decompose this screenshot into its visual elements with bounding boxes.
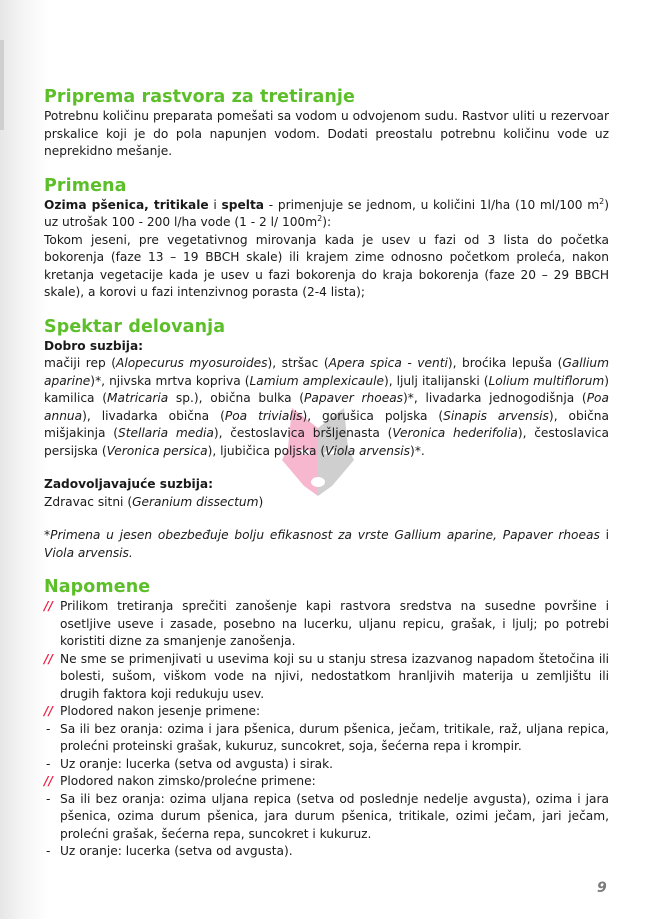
weed-entry: gorušica poljska (Sinapis arvensis) xyxy=(322,408,554,423)
double-slash-bullet-icon: // xyxy=(44,599,53,613)
note-item xyxy=(44,651,609,704)
weed-common-name: čestoslavica bršljenasta xyxy=(230,426,380,440)
note-text: Sa ili bez oranja: ozima uljana repica (setva od poslednje nedelje avgusta), ozima i jara pšenica, ozima durum pšenica, jara durum pšenica, tritikale, ozimi ječam, jari ječam, prolećni grašak, šećerna repa, suncokret i kukuruz. xyxy=(60,791,609,841)
weed-common-name: gorušica poljska xyxy=(322,408,428,423)
weed-entry: mačiji rep (Alopecurus myosuroides) xyxy=(44,356,273,370)
good-control-weeds: mačiji rep (Alopecurus myosuroides), stršac (Apera spica - venti), broćika lepuša (Gallium aparine)*, njivska mrtva kopriva (Lamium amplexicaule), ljulj italijanski (Lolium multiflorum) kamilica (Matricaria sp.), obična bulka (Papaver rhoeas)*, livadarka jednogodišnja (Poa annua), livadarka obična (Poa trivialis), gorušica poljska (Sinapis arvensis), obična mišjakinja (Stellaria media), čestoslavica bršljenasta (Veronica hederifolia), čestoslavica persijska (Veronica persica), ljubičica poljska (Viola arvensis)*. xyxy=(44,356,610,458)
section-primena xyxy=(44,175,609,302)
page-number: 9 xyxy=(597,880,607,896)
weed-entry: kamilica (Matricaria sp.) xyxy=(44,391,199,405)
superscript-2: 2 xyxy=(599,196,605,206)
note-item xyxy=(44,773,609,791)
dash-bullet-icon: - xyxy=(46,791,51,806)
weed-common-name: livadarka obična xyxy=(101,408,210,423)
weed-latin-name: Poa trivialis xyxy=(224,408,303,423)
weed-common-name: njivska mrtva kopriva xyxy=(109,373,241,388)
superscript-2: 2 xyxy=(317,213,323,223)
weed-common-name: livadarka jednogodišnja xyxy=(425,391,575,405)
moderate-weed-common: Zdravac sitni xyxy=(44,494,124,509)
weed-latin-name: Gallium aparine xyxy=(44,356,610,388)
note-text: Uz oranje: lucerka (setva od avgusta) i sirak. xyxy=(60,756,333,771)
note-text: Uz oranje: lucerka (setva od avgusta). xyxy=(60,844,293,858)
weed-entry: livadarka obična (Poa trivialis) xyxy=(101,408,308,423)
moderate-control-weed: Zdravac sitni (Geranium dissectum) xyxy=(44,494,264,509)
weed-latin-name: Stellaria media xyxy=(118,426,214,440)
primena-dose-a: - primenjuje se jednom, u količini 1l/ha (10 ml/100 m xyxy=(264,197,600,212)
dash-bullet-icon: - xyxy=(46,844,51,858)
weed-latin-name: Sinapis arvensis xyxy=(443,408,549,423)
notes-list xyxy=(44,598,609,861)
page-content xyxy=(44,86,609,875)
note-text: Prilikom tretiranja sprečiti zanošenje kapi rastvora sredstva na susedne površine i osetljive useve i zasade, posebno na lucerku, uljanu repicu, grašak, i ljulj; po potrebi koristiti dizne za smanjenje zanošenja. xyxy=(60,599,609,648)
weed-latin-name: Papaver rhoeas xyxy=(304,391,404,405)
footnote-italic: *Primena u jesen obezbeđuje bolju efikasnost za vrste Gallium aparine, Papaver rhoeas xyxy=(44,528,600,542)
weed-suffix: * xyxy=(95,373,102,388)
weed-suffix: * xyxy=(407,391,414,405)
section-title-primena: Primena xyxy=(44,175,127,196)
weed-entry: obična bulka (Papaver rhoeas)* xyxy=(210,391,414,405)
weed-latin-name: Lamium amplexicaule xyxy=(249,373,384,388)
primena-dose xyxy=(44,197,609,232)
priprema-body: Potrebnu količinu preparata pomešati sa vodom u odvojenom sudu. Rastvor uliti u rezervoar prskalice koji je do pola napunjen vodom. Dodati preostalu potrebnu količinu vode uz neprekidno mešanje. xyxy=(44,109,609,158)
weed-common-name: kamilica xyxy=(44,391,95,405)
note-text: Sa ili bez oranja: ozima i jara pšenica, durum pšenica, ječam, tritikale, raž, uljana repica, prolećni proteinski grašak, kukuruz, suncokret, soja, šećerna repa i krompir. xyxy=(60,721,609,753)
weed-latin-name: Viola arvensis xyxy=(325,443,411,458)
weed-entry: čestoslavica persijska (Veronica persica) xyxy=(44,426,609,458)
note-subitem xyxy=(44,721,609,756)
weed-common-name: ljulj italijanski xyxy=(396,373,480,388)
primena-dose-c: ): xyxy=(322,215,332,229)
section-title-napomene: Napomene xyxy=(44,577,151,597)
dash-bullet-icon: - xyxy=(46,756,51,771)
weed-suffix: * xyxy=(414,443,421,458)
double-slash-bullet-icon: // xyxy=(44,704,53,718)
weed-latin-name: Veronica persica xyxy=(106,443,208,458)
note-item xyxy=(44,598,609,651)
weed-common-name: broćika lepuša xyxy=(462,356,553,370)
weed-entry: stršac (Apera spica - venti) xyxy=(281,356,453,370)
weed-common-name: mačiji rep xyxy=(44,356,106,370)
weed-common-name: ljubičica poljska xyxy=(220,443,317,458)
double-slash-bullet-icon: // xyxy=(44,774,53,788)
double-slash-bullet-icon: // xyxy=(44,651,53,666)
good-control-label: Dobro suzbija: xyxy=(44,338,144,353)
primena-crops-2: spelta xyxy=(221,197,265,212)
weed-entry: broćika lepuša (Gallium aparine)* xyxy=(44,356,610,388)
weed-common-name: čestoslavica persijska xyxy=(44,426,609,458)
section-priprema xyxy=(44,86,609,161)
note-text: Plodored nakon jesenje primene: xyxy=(60,704,261,718)
primena-timing: Tokom jeseni, pre vegetativnog mirovanja kada je usev u fazi od 3 lista do početka bokorenja (faze 13 – 19 BBCH skale) ili krajem zime odnosno početkom proleća, nakon kretanja vegetacije kada je usev u fazi bokorenja do kraja bokorenja (faze 20 – 29 BBCH skale), a korovi u fazi intenzivnog porasta (2-4 lista); xyxy=(44,232,609,299)
footnote-end: Viola arvensis. xyxy=(44,545,133,560)
weed-entry: ljulj italijanski (Lolium multiflorum) xyxy=(396,373,610,388)
weed-entry: njivska mrtva kopriva (Lamium amplexicaule) xyxy=(109,373,389,388)
primena-crops-1: Ozima pšenica, tritikale xyxy=(44,197,209,212)
note-item xyxy=(44,703,609,721)
weed-latin-name: Apera spica - venti xyxy=(328,356,448,370)
weed-latin-name: Matricaria xyxy=(106,391,169,405)
weed-entry: livadarka jednogodišnja (Poa annua) xyxy=(44,391,609,423)
weed-entry: ljubičica poljska (Viola arvensis)* xyxy=(220,443,421,458)
primena-crops-joiner: i xyxy=(208,197,222,212)
section-napomene xyxy=(44,576,609,861)
autumn-footnote xyxy=(44,527,609,562)
weed-latin-name: Lolium multiflorum xyxy=(488,373,605,388)
section-title-priprema: Priprema rastvora za tretiranje xyxy=(44,87,355,107)
section-title-spektar: Spektar delovanja xyxy=(44,316,226,337)
footnote-joiner: i xyxy=(599,528,609,542)
weed-latin-name: Veronica hederifolia xyxy=(392,426,518,440)
weed-latin-name: Alopecurus myosuroides xyxy=(115,356,268,370)
section-spektar xyxy=(44,316,609,563)
weed-common-name: obična bulka xyxy=(210,391,292,405)
weed-common-name: obična mišjakinja xyxy=(44,408,609,440)
primena-dose-b: ) uz utrošak 100 - 200 l/ha vode (1 - 2 l/ 100m xyxy=(44,197,610,229)
note-subitem xyxy=(44,843,609,861)
page-edge-shadow xyxy=(0,0,51,919)
note-subitem xyxy=(44,791,609,844)
dash-bullet-icon: - xyxy=(46,721,51,736)
moderate-control-label: Zadovoljavajuće suzbija: xyxy=(44,477,214,491)
page-edge-band xyxy=(0,40,4,130)
weed-common-name: stršac xyxy=(281,356,319,370)
note-subitem xyxy=(44,756,609,774)
weed-entry: čestoslavica bršljenasta (Veronica hederifolia) xyxy=(230,426,523,440)
weed-latin-name: Poa annua xyxy=(44,391,609,423)
note-text: Plodored nakon zimsko/prolećne primene: xyxy=(60,774,316,788)
weed-suffix: sp. xyxy=(168,391,194,405)
moderate-weed-latin: Geranium dissectum xyxy=(132,494,259,509)
weed-entry: obična mišjakinja (Stellaria media) xyxy=(44,408,609,440)
note-text: Ne sme se primenjivati u usevima koji su u stanju stresa izazvanog napadom štetočina ili bolesti, sušom, viškom vode na njivi, nedostatkom hranljivih materija u zemljištu ili drugih faktora koji redukuju usev. xyxy=(60,651,609,701)
